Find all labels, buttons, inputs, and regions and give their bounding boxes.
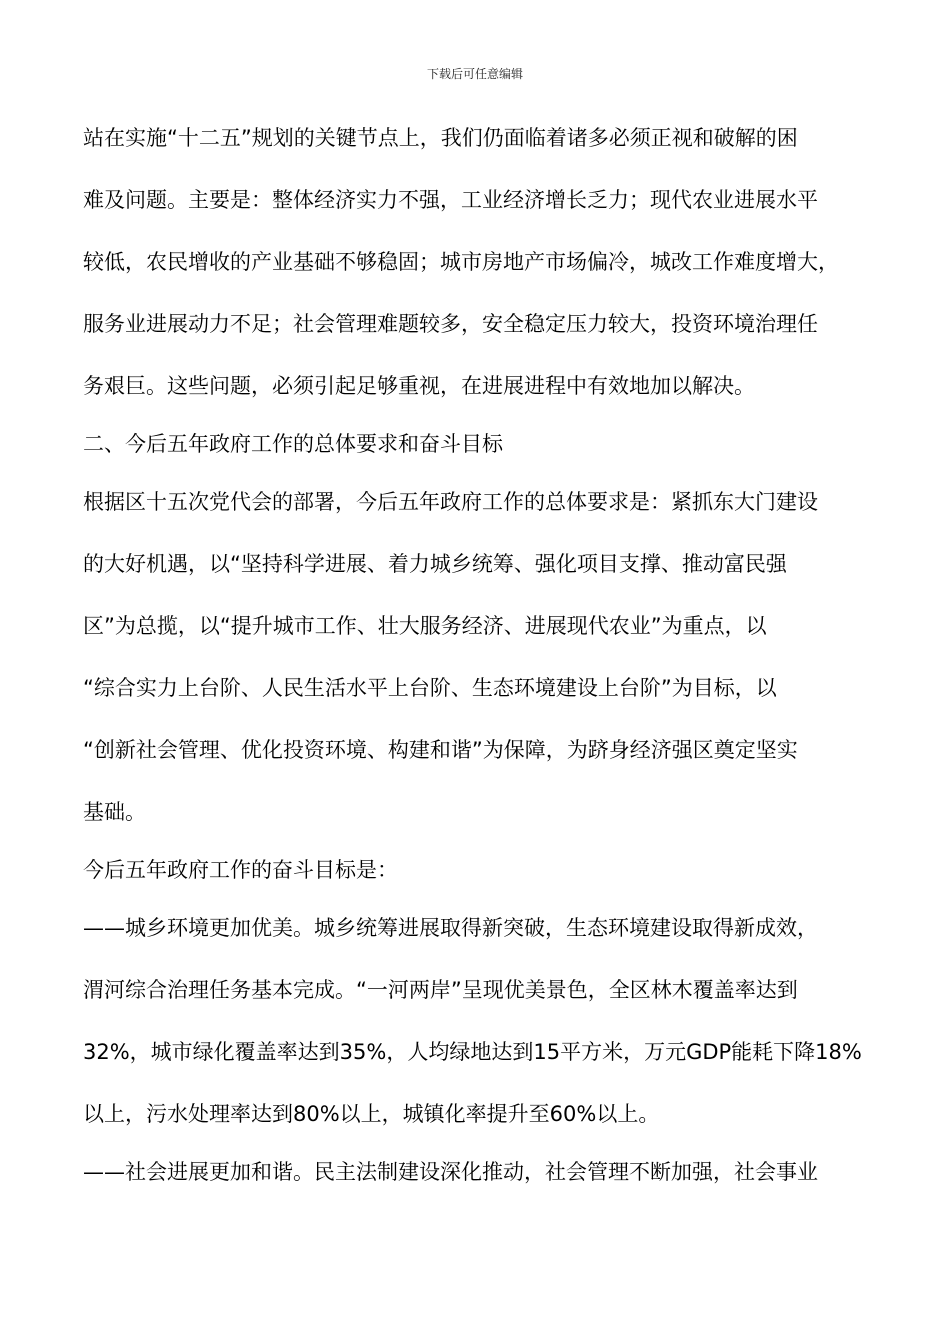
text-line-7: 根据区十五次党代会的部署，今后五年政府工作的总体要求是：紧抓东大门建设 [83,490,818,514]
text-line-1: 站在实施“十二五”规划的关键节点上，我们仍面临着诸多必须正视和破解的困 [83,126,798,150]
text-line-5: 务艰巨。这些问题，必须引起足够重视，在进展进程中有效地加以解决。 [83,374,755,398]
text-line-17: 以上，污水处理率达到80%以上，城镇化率提升至60%以上。 [83,1102,660,1126]
text-line-9: 区”为总揽，以“提升城市工作、壮大服务经济、进展现代农业”为重点，以 [83,614,767,638]
text-line-10: “综合实力上台阶、人民生活水平上台阶、生态环境建设上台阶”为目标，以 [83,676,777,700]
text-line-4: 服务业进展动力不足；社会管理难题较多，安全稳定压力较大，投资环境治理任 [83,312,818,336]
page-header-note: 下载后可任意编辑 [426,67,523,81]
text-line-15: 渭河综合治理任务基本完成。“一河两岸”呈现优美景色，全区林木覆盖率达到 [83,978,798,1002]
text-line-13: 今后五年政府工作的奋斗目标是： [83,858,398,882]
text-line-16: 32%，城市绿化覆盖率达到35%，人均绿地达到15平方米，万元GDP能耗下降18% [83,1040,862,1064]
section-heading: 二、今后五年政府工作的总体要求和奋斗目标 [83,432,503,456]
text-line-3: 较低，农民增收的产业基础不够稳固；城市房地产市场偏冷，城改工作难度增大， [83,250,839,274]
text-line-12: 基础。 [83,800,146,824]
text-line-2: 难及问题。主要是：整体经济实力不强，工业经济增长乏力；现代农业进展水平 [83,188,818,212]
text-line-18: ——社会进展更加和谐。民主法制建设深化推动，社会管理不断加强，社会事业 [83,1160,818,1184]
text-line-11: “创新社会管理、优化投资环境、构建和谐”为保障，为跻身经济强区奠定坚实 [83,738,798,762]
text-line-8: 的大好机遇，以“坚持科学进展、着力城乡统筹、强化项目支撑、推动富民强 [83,552,787,576]
text-line-14: ——城乡环境更加优美。城乡统筹进展取得新突破，生态环境建设取得新成效， [83,916,818,940]
